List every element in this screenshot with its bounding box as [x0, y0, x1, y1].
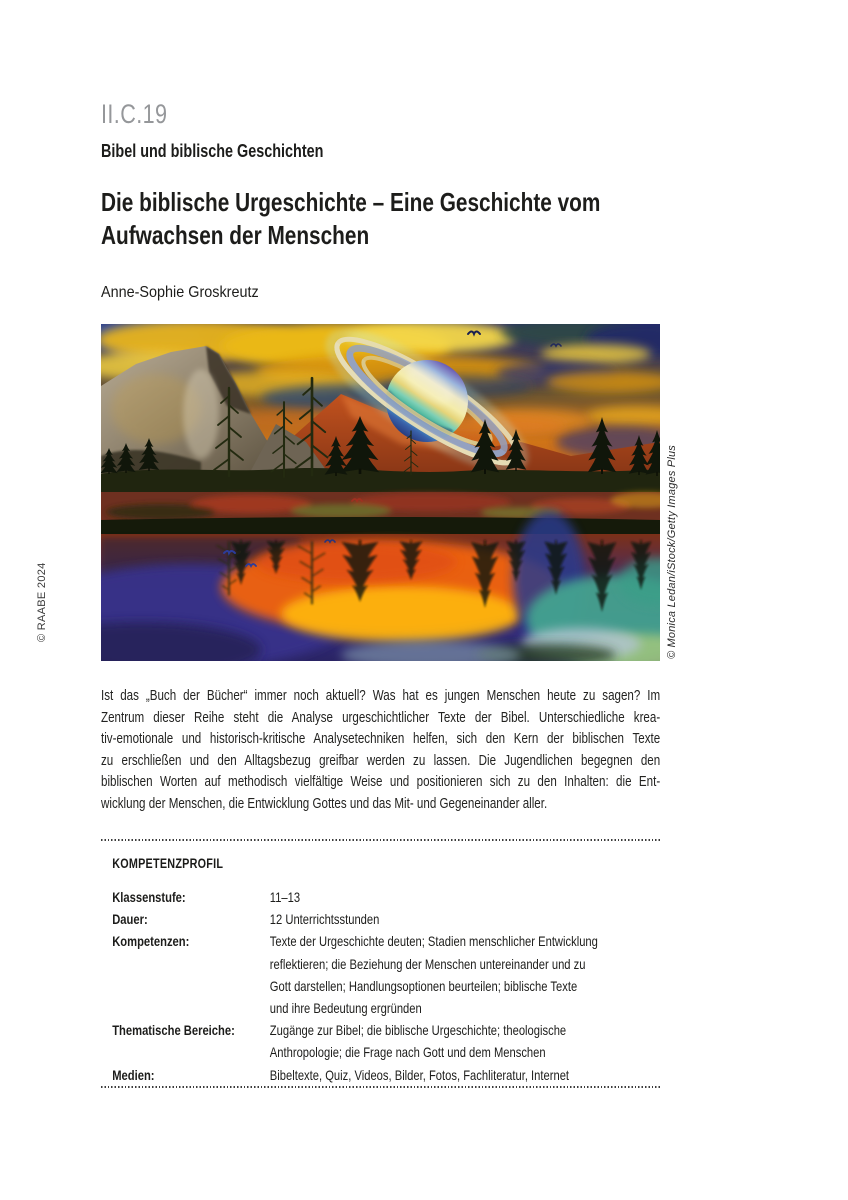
raabe-copyright: © RAABE 2024: [36, 562, 48, 642]
row-value-line: Texte der Urgeschichte deuten; Stadien menschlicher Entwicklung: [269, 933, 598, 950]
row-value-line: 11–13: [269, 889, 301, 905]
kompetenzprofil-section: [101, 839, 660, 1088]
shore-bank: [101, 468, 660, 496]
author-name: Anne-Sophie Groskreutz: [101, 284, 259, 301]
intro-line: zu erschließen und den Alltagsbezug greifbar werden zu lassen. Die Jugendlichen begegnen den: [101, 752, 661, 769]
row-value-kompetenzen: [270, 930, 660, 1019]
row-label-dauer: Dauer:: [112, 911, 148, 928]
row-label-medien: Medien:: [112, 1066, 155, 1083]
row-value-line: und ihre Bedeutung ergründen: [269, 1000, 422, 1017]
row-value-klassenstufe: [270, 886, 660, 908]
page-code: II.C.19: [101, 99, 168, 129]
row-value-line: Bibeltexte, Quiz, Videos, Bilder, Fotos, Fachliteratur, Internet: [269, 1066, 570, 1083]
row-value-line: Anthropologie; die Frage nach Gott und dem Menschen: [269, 1044, 546, 1061]
row-value-line: Gott darstellen; Handlungsoptionen beurteilen; biblische Texte: [269, 977, 578, 994]
intro-line: biblischen Worten auf methodisch vielfältige Weise und positionieren sich zu den Inhalten: die Ent-: [101, 774, 661, 790]
row-value-line: Zugänge zur Bibel; die biblische Urgeschichte; theologische: [269, 1022, 567, 1039]
kompetenzprofil-heading: KOMPETENZPROFIL: [112, 856, 224, 871]
intro-line: wicklung der Menschen, die Entwicklung Gottes und das Mit- und Gegeneinander aller.: [101, 795, 548, 812]
document-title-line-2: Aufwachsen der Menschen: [101, 220, 370, 250]
row-value-dauer: [270, 908, 660, 930]
series-title: Bibel und biblische Geschichten: [101, 141, 324, 161]
intro-line: Zentrum dieser Reihe steht die Analyse urgeschichtlicher Texte der Bibel. Unterschiedliche krea-: [101, 709, 661, 726]
row-value-thematische-bereiche: [270, 1019, 660, 1063]
artwork-painting: [101, 324, 660, 661]
kompetenzprofil-table: [112, 886, 660, 1086]
row-label-klassenstufe: Klassenstufe:: [112, 889, 186, 905]
row-label-thematische-bereiche: Thematische Bereiche:: [112, 1022, 235, 1039]
intro-paragraph: [101, 686, 660, 815]
row-value-line: reflektieren; die Beziehung der Menschen untereinander und zu: [269, 955, 586, 972]
intro-line: Ist das „Buch der Bücher“ immer noch aktuell? Was hat es jungen Menschen heute zu sagen? Im: [101, 688, 661, 704]
row-value-line: 12 Unterrichtsstunden: [269, 911, 380, 928]
artwork-image: [101, 324, 660, 661]
row-label-kompetenzen: Kompetenzen:: [112, 933, 190, 950]
document-title: [101, 186, 600, 252]
image-credit: © Monica Ledan/iStock/Getty Images Plus: [666, 444, 678, 659]
document-title-line-1: Die biblische Urgeschichte – Eine Geschichte vom: [101, 187, 601, 217]
dotted-divider-bottom: [101, 1086, 660, 1088]
intro-line: tiv-emotionale und historisch-kritische Analysetechniken helfen, sich den Kern der biblischen Texte: [101, 731, 661, 747]
row-value-medien: [270, 1064, 660, 1086]
